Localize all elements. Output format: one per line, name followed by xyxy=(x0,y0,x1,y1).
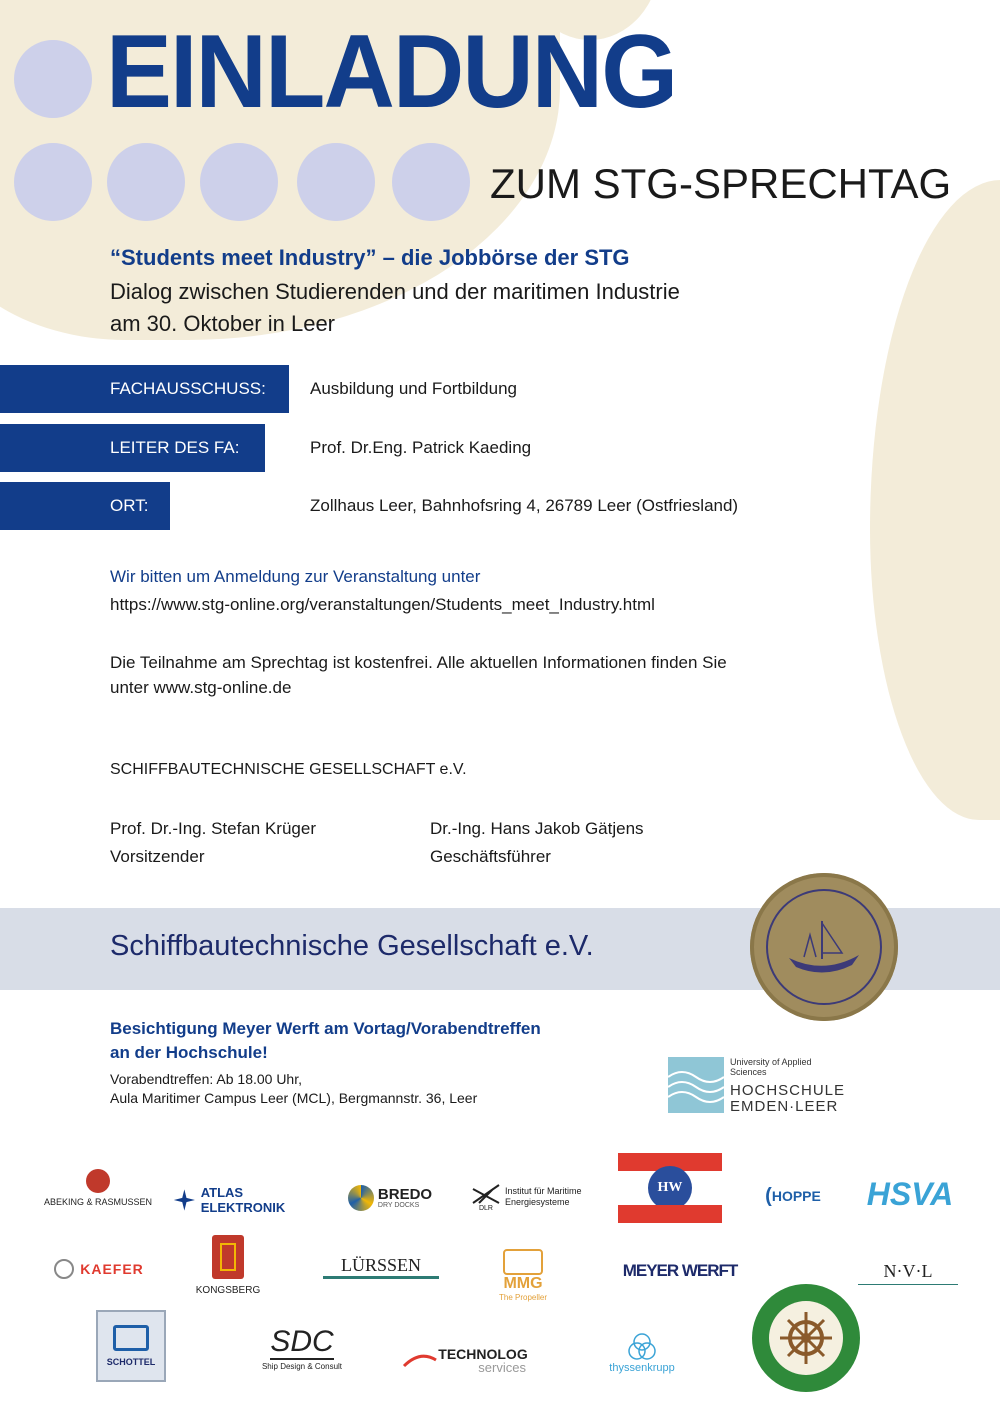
mmg-propeller-icon xyxy=(503,1249,543,1275)
technolog-sublabel: services xyxy=(478,1359,526,1375)
visit-detail-line-2: Aula Maritimer Campus Leer (MCL), Bergmannstr. 36, Leer xyxy=(110,1090,478,1106)
thyssenkrupp-logo xyxy=(604,1326,680,1380)
flag-stripe-middle xyxy=(618,1171,722,1205)
hoppe-swoosh-icon: ( xyxy=(765,1184,772,1207)
hochschule-subtitle: University of Applied Sciences xyxy=(730,1057,812,1077)
event-date: am 30. Oktober in Leer xyxy=(110,311,336,336)
atlas-label: ATLAS ELEKTRONIK xyxy=(200,1185,286,1215)
info-line-2: unter www.stg-online.de xyxy=(110,678,292,697)
technolog-logo xyxy=(386,1340,544,1380)
info-line-1: Die Teilnahme am Sprechtag ist kostenfrei. Alle aktuellen Informationen finden Sie xyxy=(110,653,727,672)
kanalsteurer-inner xyxy=(769,1301,843,1375)
dlr-icon xyxy=(471,1183,501,1205)
detail-label-ort: ORT: xyxy=(0,482,170,530)
dlr-short-label: DLR xyxy=(478,1204,493,1212)
decor-dot xyxy=(200,143,278,221)
atlas-elektronik-logo xyxy=(172,1183,316,1217)
kanalsteurer-logo xyxy=(752,1284,860,1392)
atlas-star-icon xyxy=(172,1186,197,1214)
crest-inner xyxy=(220,1243,236,1271)
bredo-text xyxy=(378,1187,432,1209)
schottel-label: SCHOTTEL xyxy=(106,1357,156,1367)
detail-value-leiter: Prof. Dr.Eng. Patrick Kaeding xyxy=(310,438,532,457)
abeking-emblem-icon xyxy=(86,1169,110,1193)
signatory-2-name: Dr.-Ing. Hans Jakob Gätjens xyxy=(430,819,644,838)
wave-icon xyxy=(668,1057,724,1113)
society-name: Schiffbautechnische Gesellschaft e.V. xyxy=(110,930,594,962)
schottel-logo xyxy=(96,1310,166,1382)
detail-label-leiter: LEITER DES FA: xyxy=(0,424,265,472)
dlr-mark xyxy=(471,1183,501,1212)
decor-dot xyxy=(392,143,470,221)
ships-wheel-icon xyxy=(778,1310,834,1366)
signatory-1-name: Prof. Dr.-Ing. Stefan Krüger xyxy=(110,819,316,838)
page-title: EINLADUNG xyxy=(106,14,677,130)
signatory-2-role: Geschäftsführer xyxy=(430,847,551,866)
technolog-text xyxy=(438,1347,527,1374)
kongsberg-label: KONGSBERG xyxy=(195,1284,261,1296)
kongsberg-crest-icon xyxy=(212,1235,244,1279)
event-description: Dialog zwischen Studierenden und der maritimen Industrie xyxy=(110,279,680,304)
sdc-logo xyxy=(242,1318,362,1378)
abeking-rasmussen-logo xyxy=(36,1163,160,1213)
bredo-sublabel: DRY DOCKS xyxy=(377,1202,420,1209)
kaefer-label: KAEFER xyxy=(80,1261,144,1277)
decor-dot xyxy=(107,143,185,221)
luerssen-underline xyxy=(323,1276,439,1279)
dlr-label: Institut für Maritime Energiesysteme xyxy=(505,1186,582,1207)
technolog-swoosh-icon xyxy=(402,1350,438,1370)
thyssenkrupp-label: thyssenkrupp xyxy=(609,1362,675,1374)
ship-icon xyxy=(784,913,864,983)
event-headline: “Students meet Industry” – die Jobbörse der STG xyxy=(110,245,630,270)
nvl-logo xyxy=(858,1258,958,1285)
organization-name: SCHIFFBAUTECHNISCHE GESELLSCHAFT e.V. xyxy=(110,761,467,778)
abeking-label: ABEKING & RASMUSSEN xyxy=(43,1197,153,1207)
hochschule-line-2: EMDEN·LEER xyxy=(730,1098,839,1115)
hsva-logo xyxy=(856,1176,964,1212)
sdc-label: SDC xyxy=(270,1325,334,1358)
detail-label-fachausschuss: FACHAUSSCHUSS: xyxy=(0,365,289,413)
visit-heading-line-2: an der Hochschule! xyxy=(110,1043,268,1062)
hochschule-wave-icon xyxy=(668,1057,724,1113)
meyer-werft-label: MEYER WERFT xyxy=(622,1261,738,1280)
thyssenkrupp-arcs-icon xyxy=(627,1332,657,1362)
bredo-emblem-icon xyxy=(348,1185,374,1211)
bredo-logo xyxy=(344,1180,436,1216)
meyer-werft-logo xyxy=(620,1254,740,1288)
kaefer-logo xyxy=(46,1256,152,1282)
hochschule-line-1: HOCHSCHULE xyxy=(730,1082,846,1099)
bredo-label: BREDO xyxy=(377,1186,433,1203)
decor-dot xyxy=(14,143,92,221)
hoppe-label: HOPPE xyxy=(771,1188,821,1204)
decor-dot xyxy=(297,143,375,221)
dlr-logo xyxy=(462,1178,600,1216)
hw-flag-logo xyxy=(618,1153,722,1223)
hoppe-logo xyxy=(752,1182,834,1210)
stg-seal-logo xyxy=(750,873,898,1021)
detail-value-ort: Zollhaus Leer, Bahnhofsring 4, 26789 Leer (Ostfriesland) xyxy=(310,496,739,515)
sdc-sublabel: Ship Design & Consult xyxy=(261,1362,343,1371)
nvl-label: N·V·L xyxy=(883,1260,933,1281)
signatory-1-role: Vorsitzender xyxy=(110,847,205,866)
flag-stripe-bottom xyxy=(618,1205,722,1223)
mmg-label: MMG xyxy=(503,1274,543,1292)
cream-background-shape-right xyxy=(870,180,1000,820)
mmg-sublabel: The Propeller xyxy=(498,1292,548,1302)
registration-url[interactable]: https://www.stg-online.org/veranstaltungen/Students_meet_Industry.html xyxy=(110,595,655,614)
hw-emblem-icon: HW xyxy=(648,1166,692,1210)
kaefer-emblem-icon xyxy=(54,1259,74,1279)
hochschule-emden-leer-logo xyxy=(668,1055,848,1117)
detail-value-fachausschuss: Ausbildung und Fortbildung xyxy=(310,379,517,398)
decor-dot xyxy=(14,40,92,118)
luerssen-label: LÜRSSEN xyxy=(340,1255,421,1275)
luerssen-logo xyxy=(322,1252,440,1282)
visit-detail-line-1: Vorabendtreffen: Ab 18.00 Uhr, xyxy=(110,1071,303,1087)
page-subtitle: ZUM STG-SPRECHTAG xyxy=(490,160,952,207)
kongsberg-logo xyxy=(188,1230,268,1300)
hsva-label: HSVA xyxy=(866,1175,954,1212)
mmg-logo xyxy=(494,1240,552,1310)
visit-heading-line-1: Besichtigung Meyer Werft am Vortag/Vorabendtreffen xyxy=(110,1019,541,1038)
technolog-label: TECHNOLOG xyxy=(438,1345,528,1362)
registration-heading: Wir bitten um Anmeldung zur Veranstaltung unter xyxy=(110,567,481,586)
schottel-s-icon xyxy=(113,1325,149,1351)
